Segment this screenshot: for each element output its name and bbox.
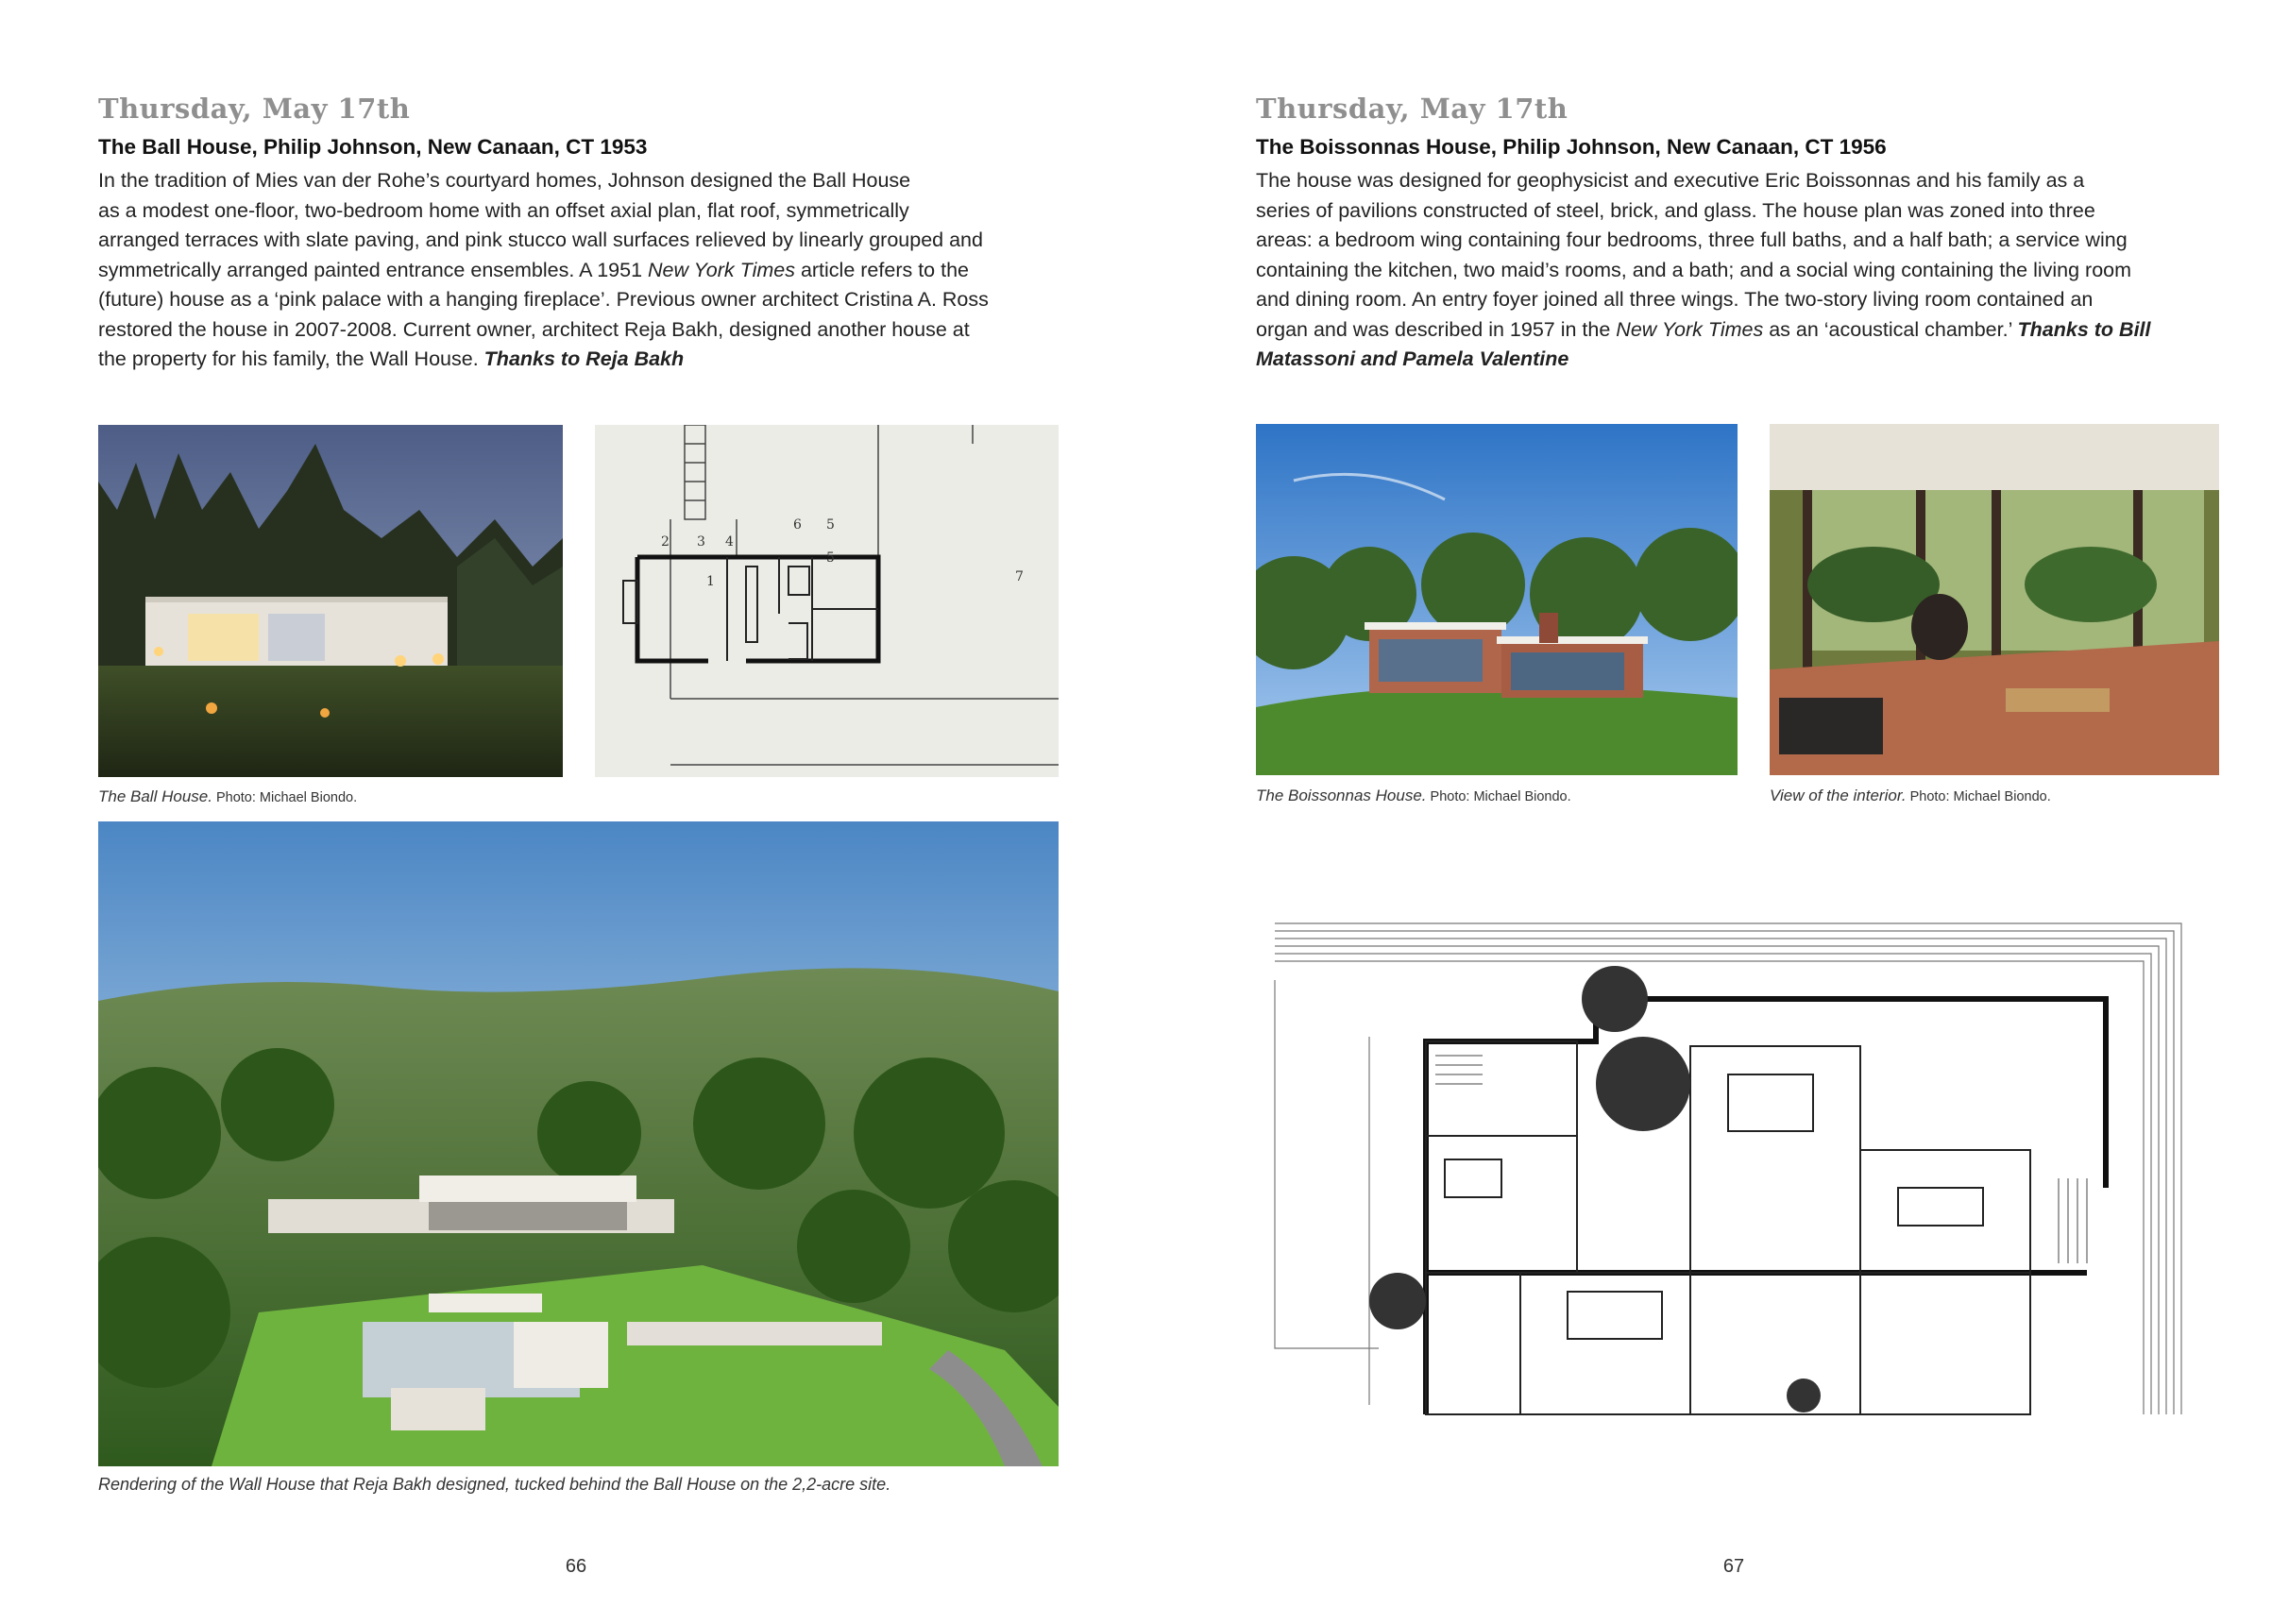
body-text-run: areas: a bedroom wing containing four bedrooms, three full baths, and a half bath; a service wing bbox=[1256, 228, 2128, 251]
photo-credit: Photo: Michael Biondo. bbox=[1426, 789, 1571, 804]
plan-room-number: 6 bbox=[793, 517, 802, 533]
wall-house-caption: Rendering of the Wall House that Reja Bakh designed, tucked behind the Ball House on the 2,2-acre site. bbox=[98, 1475, 891, 1494]
body-line bbox=[98, 345, 989, 375]
body-text-run: containing the kitchen, two maid’s rooms, and a bath; and a social wing containing the living room bbox=[1256, 258, 2132, 281]
body-line bbox=[1256, 256, 2151, 286]
body-text bbox=[98, 166, 989, 375]
body-text-run: arranged terraces with slate paving, and pink stucco wall surfaces relieved by linearly grouped and bbox=[98, 228, 983, 251]
plan-room-number: 1 bbox=[706, 574, 715, 589]
body-line bbox=[98, 226, 989, 256]
body-line bbox=[1256, 196, 2151, 227]
body-text-run: and dining room. An entry foyer joined all three wings. The two-story living room contained an bbox=[1256, 288, 2094, 311]
photo-credit: Photo: Michael Biondo. bbox=[212, 790, 358, 805]
ball-house-floor-plan bbox=[595, 425, 1059, 777]
body-text-run: as a modest one-floor, two-bedroom home with an offset axial plan, flat roof, symmetrically bbox=[98, 198, 909, 222]
interior-photo bbox=[1770, 424, 2219, 775]
body-line bbox=[1256, 285, 2151, 315]
left-page bbox=[0, 0, 1144, 1624]
plan-room-number: 3 bbox=[697, 534, 705, 550]
photo-credit: Photo: Michael Biondo. bbox=[1906, 789, 2051, 804]
body-text-run: restored the house in 2007-2008. Current owner, architect Reja Bakh, designed another house at bbox=[98, 317, 970, 341]
interior-caption: View of the interior. Photo: Michael Biondo. bbox=[1770, 787, 2051, 804]
boissonnas-floor-plan bbox=[1256, 905, 2238, 1514]
body-text bbox=[1256, 166, 2151, 375]
body-line bbox=[1256, 315, 2151, 346]
body-line bbox=[98, 285, 989, 315]
ball-house-photo bbox=[98, 425, 563, 777]
right-page bbox=[1144, 0, 2289, 1624]
body-line bbox=[98, 256, 989, 286]
plan-room-number: 2 bbox=[661, 534, 670, 550]
body-text-run: The house was designed for geophysicist and executive Eric Boissonnas and his family as a bbox=[1256, 169, 2085, 192]
body-text-run: (future) house as a ‘pink palace with a hanging fireplace’. Previous owner architect Cristina A. Ross bbox=[98, 288, 989, 311]
plan-room-number: 5 bbox=[826, 517, 835, 533]
plan-room-number: 7 bbox=[1015, 569, 1024, 584]
body-text-run: article refers to the bbox=[794, 258, 969, 281]
body-line bbox=[1256, 345, 2151, 375]
section-title: The Boissonnas House, Philip Johnson, New Canaan, CT 1956 bbox=[1256, 135, 1887, 159]
body-line bbox=[1256, 166, 2151, 196]
body-line bbox=[98, 196, 989, 227]
wall-house-rendering bbox=[98, 821, 1059, 1466]
page-number: 66 bbox=[565, 1556, 587, 1577]
section-title: The Ball House, Philip Johnson, New Canaan, CT 1953 bbox=[98, 135, 648, 159]
body-text-run: Thanks to Bill bbox=[2017, 317, 2151, 341]
day-heading: Thursday, May 17th bbox=[98, 93, 411, 125]
body-line bbox=[98, 166, 989, 196]
boissonnas-caption: The Boissonnas House. Photo: Michael Biondo. bbox=[1256, 787, 1571, 804]
page-number: 67 bbox=[1722, 1556, 1745, 1577]
body-text-run: series of pavilions constructed of steel, brick, and glass. The house plan was zoned into three bbox=[1256, 198, 2095, 222]
body-text-run: organ and was described in 1957 in the bbox=[1256, 317, 1617, 341]
plan-room-number: 4 bbox=[725, 534, 734, 550]
boissonnas-house-photo bbox=[1256, 424, 1738, 775]
body-line bbox=[98, 315, 989, 346]
body-text-run: the property for his family, the Wall House. bbox=[98, 347, 484, 370]
body-text-run: New York Times bbox=[648, 258, 795, 281]
day-heading: Thursday, May 17th bbox=[1256, 93, 1568, 125]
body-text-run: Matassoni and Pamela Valentine bbox=[1256, 347, 1569, 370]
body-text-run: as an ‘acoustical chamber.’ bbox=[1763, 317, 2018, 341]
body-text-run: symmetrically arranged painted entrance ensembles. A 1951 bbox=[98, 258, 649, 281]
body-text-run: In the tradition of Mies van der Rohe’s courtyard homes, Johnson designed the Ball House bbox=[98, 169, 911, 192]
body-text-run: New York Times bbox=[1616, 317, 1764, 341]
plan-room-number: 5 bbox=[826, 550, 835, 566]
body-line bbox=[1256, 226, 2151, 256]
body-text-run: Thanks to Reja Bakh bbox=[483, 347, 685, 370]
ball-house-caption: The Ball House. Photo: Michael Biondo. bbox=[98, 787, 358, 805]
